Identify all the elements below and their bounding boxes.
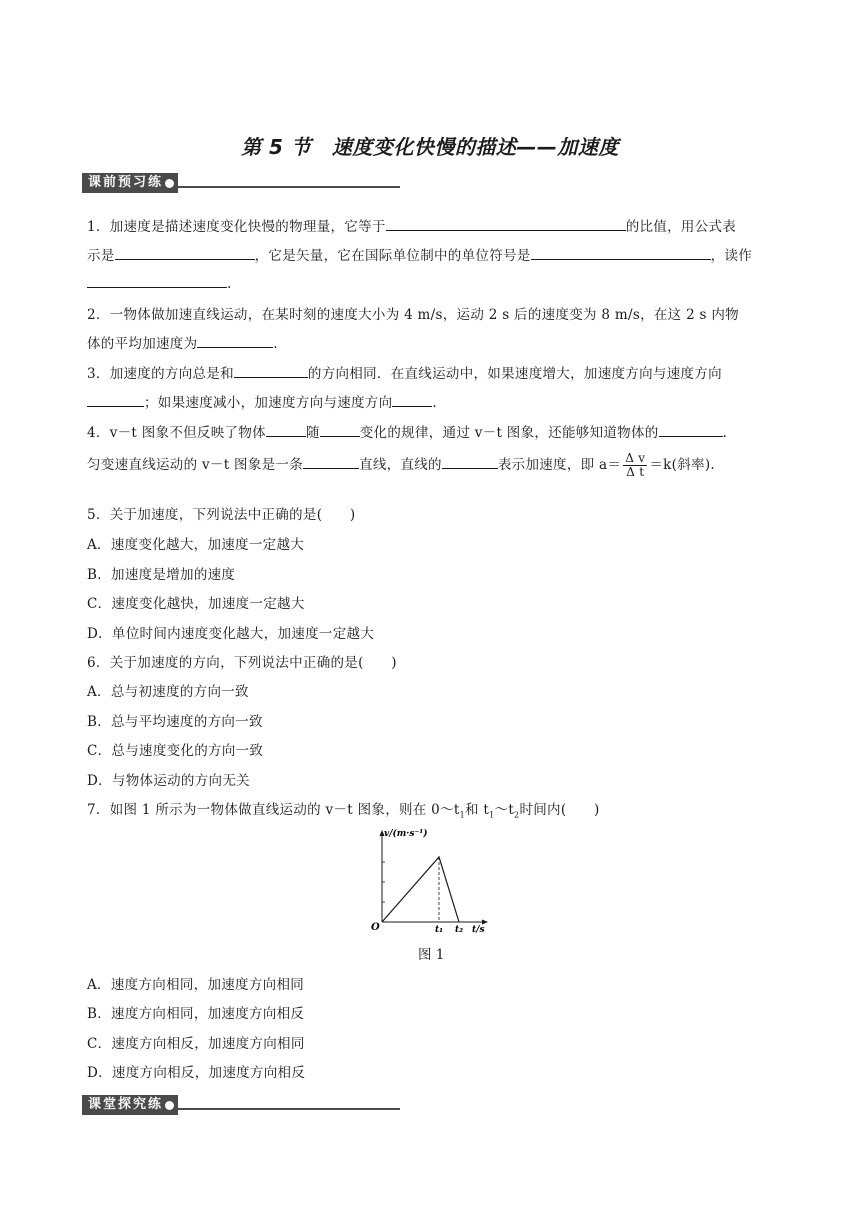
- section-tag: [82, 1095, 178, 1115]
- q5-option-d[interactable]: D．单位时间内速度变化越大，加速度一定越大: [87, 626, 375, 642]
- answer-blank[interactable]: [234, 363, 308, 378]
- fraction-numerator: Δ v: [625, 451, 646, 465]
- q4-text: 直线，直线的: [359, 457, 442, 473]
- answer-blank[interactable]: [392, 392, 432, 407]
- subscript: 1: [489, 810, 495, 820]
- section-label: 课堂探究练: [88, 1097, 164, 1112]
- q1-line1: [87, 215, 736, 235]
- q7-text: 和 t: [465, 802, 490, 818]
- q4-text: 表示加速度，即 a＝: [497, 457, 622, 473]
- fraction-delta-v-over-delta-t: [623, 452, 647, 479]
- bullet-dot-icon: [165, 179, 174, 188]
- q2-text: .: [273, 336, 278, 352]
- figure-caption: 图 1: [418, 947, 445, 963]
- section-rule: [178, 1108, 400, 1110]
- q3-line2: [87, 391, 437, 411]
- answer-blank[interactable]: [531, 245, 711, 260]
- q1-line2: [87, 244, 752, 264]
- q5-option-c[interactable]: C．速度变化越快，加速度一定越大: [87, 596, 305, 612]
- q5-option-a[interactable]: A．速度变化越大，加速度一定越大: [87, 537, 305, 553]
- q6-option-b[interactable]: B．总与平均速度的方向一致: [87, 714, 263, 730]
- q6-option-c[interactable]: C．总与速度变化的方向一致: [87, 743, 264, 759]
- q7-option-b[interactable]: B．速度方向相同，加速度方向相反: [87, 1006, 305, 1022]
- q4-text: 变化的规律，通过 v－t 图象，还能够知道物体的: [359, 425, 659, 441]
- q3-line1: [87, 362, 722, 382]
- q3-text: 的方向相同．在直线运动中，如果速度增大，加速度方向与速度方向: [307, 366, 722, 382]
- section-label: 课前预习练: [88, 175, 164, 190]
- q2-line2: [87, 332, 278, 352]
- subscript: 2: [514, 810, 520, 820]
- y-axis-label: v/(m·s⁻¹): [384, 829, 428, 839]
- q1-text: 的比值，用公式表: [625, 219, 737, 235]
- answer-blank[interactable]: [386, 216, 626, 231]
- q7-text: ～t: [494, 802, 515, 818]
- q1-line3: [87, 273, 232, 292]
- answer-blank[interactable]: [659, 422, 723, 437]
- section-header-classroom: [82, 1095, 400, 1115]
- vt-line: [382, 857, 459, 922]
- x-axis-label: t/s: [472, 925, 485, 934]
- q4-line1: [87, 421, 727, 441]
- section-rule: [178, 186, 400, 188]
- answer-blank[interactable]: [442, 454, 498, 469]
- q7-option-d[interactable]: D．速度方向相反，加速度方向相反: [87, 1065, 306, 1081]
- q3-text: .: [432, 395, 437, 411]
- q4-line2: [87, 452, 715, 479]
- page-title: 第 5 节 速度变化快慢的描述——加速度: [241, 135, 619, 159]
- vt-graph-figure: [368, 826, 493, 934]
- q7-option-c[interactable]: C．速度方向相反，加速度方向相同: [87, 1036, 305, 1052]
- q1-text: 1．加速度是描述速度变化快慢的物理量，它等于: [87, 219, 386, 235]
- q4-text: 4．v－t 图象不但反映了物体: [87, 425, 266, 441]
- q3-text: 3．加速度的方向总是和: [87, 366, 234, 382]
- fraction-denominator: Δ t: [626, 465, 645, 479]
- q6-stem: 6．关于加速度的方向，下列说法中正确的是( ): [87, 655, 397, 671]
- t2-label: t₂: [455, 925, 464, 934]
- q7-text: 时间内( ): [519, 802, 600, 818]
- answer-blank[interactable]: [320, 422, 360, 437]
- answer-blank[interactable]: [115, 245, 255, 260]
- q1-text: .: [227, 276, 232, 292]
- q3-text: ；如果速度减小，加速度方向与速度方向: [144, 395, 393, 411]
- origin-label: O: [371, 922, 380, 933]
- q1-text: ，读作: [710, 248, 753, 264]
- q4-text: ＝k(斜率).: [649, 457, 715, 473]
- answer-blank[interactable]: [266, 422, 306, 437]
- bullet-dot-icon: [165, 1101, 174, 1110]
- t1-label: t₁: [435, 925, 444, 934]
- answer-blank[interactable]: [87, 273, 227, 288]
- x-axis-arrow-icon: [482, 920, 488, 925]
- answer-blank[interactable]: [303, 454, 359, 469]
- q5-stem: 5．关于加速度，下列说法中正确的是( ): [87, 507, 356, 523]
- section-tag: [82, 173, 178, 193]
- q6-option-d[interactable]: D．与物体运动的方向无关: [87, 773, 250, 789]
- q5-option-b[interactable]: B．加速度是增加的速度: [87, 567, 236, 583]
- section-header-preview: [82, 173, 400, 193]
- subscript: 1: [459, 810, 465, 820]
- q2-line1: 2．一物体做加速直线运动，在某时刻的速度大小为 4 m/s，运动 2 s 后的速度变为 8 m/s，在这 2 s 内物: [87, 307, 739, 323]
- q6-option-a[interactable]: A．总与初速度的方向一致: [87, 684, 249, 700]
- q4-text: .: [722, 425, 728, 441]
- q7-text: 7．如图 1 所示为一物体做直线运动的 v－t 图象，则在 0～t: [87, 802, 460, 818]
- q2-text: 体的平均加速度为: [87, 336, 198, 352]
- q1-text: ，它是矢量，它在国际单位制中的单位符号是: [254, 248, 531, 264]
- q1-text: 示是: [87, 248, 115, 264]
- q7-option-a[interactable]: A．速度方向相同，加速度方向相同: [87, 977, 305, 993]
- q4-text: 匀变速直线运动的 v－t 图象是一条: [87, 457, 304, 473]
- answer-blank[interactable]: [87, 392, 144, 407]
- answer-blank[interactable]: [197, 333, 273, 348]
- q4-text: 随: [305, 425, 320, 441]
- q7-stem: [87, 798, 600, 820]
